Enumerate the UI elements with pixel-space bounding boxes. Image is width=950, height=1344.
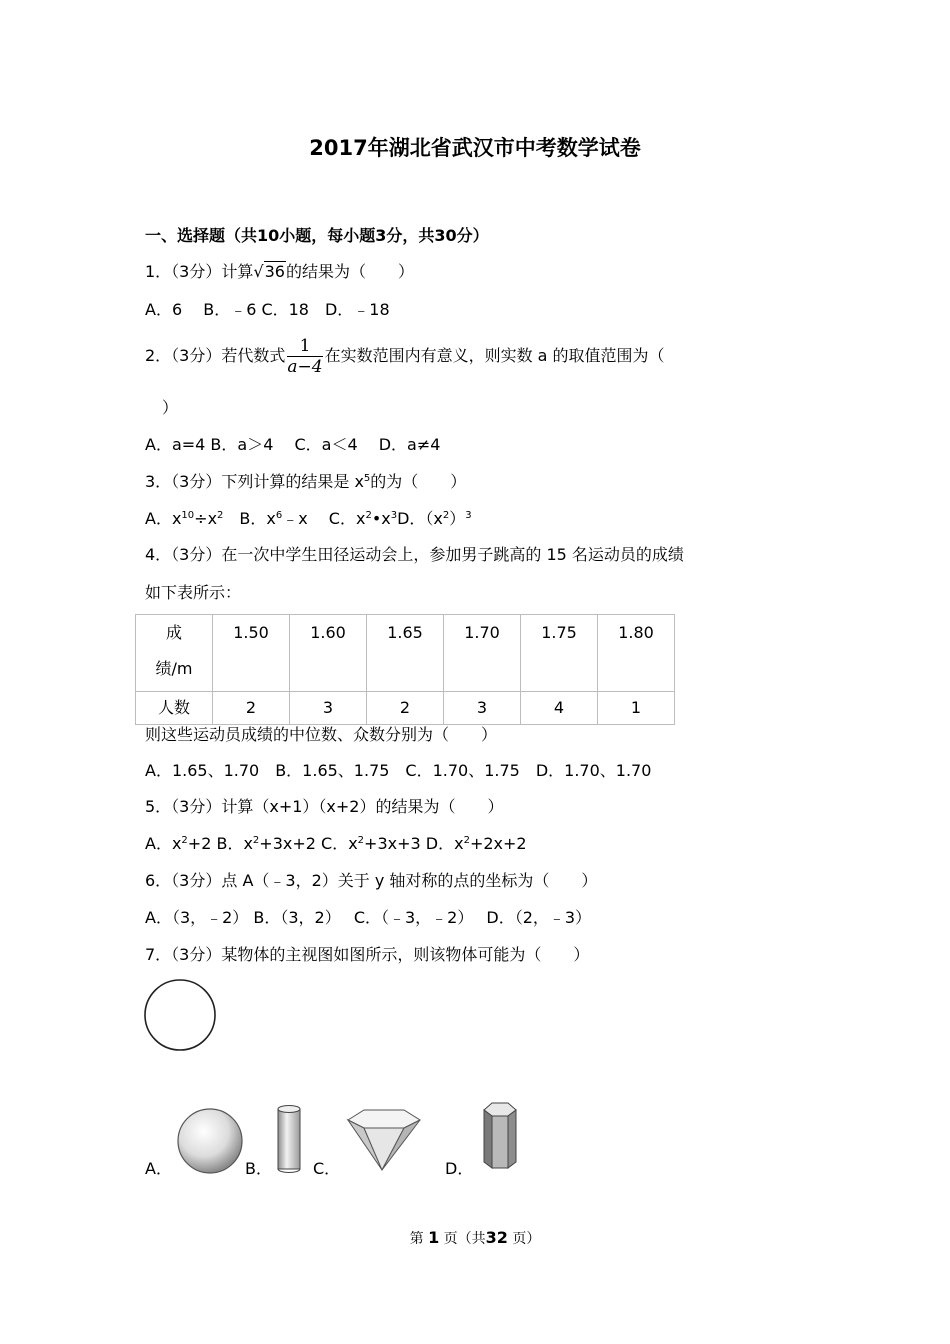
q5-options <box>145 833 527 855</box>
q3-opt-c-mid: •x <box>371 509 391 528</box>
q5-opt-d-end: +2x+2 <box>469 834 527 853</box>
front-view-circle-figure <box>140 978 220 1054</box>
question-5: 5．（3分）计算（x+1）（x+2）的结果为（ ） <box>145 797 504 816</box>
sup: 2 <box>217 510 224 521</box>
table-cell: 1.70 <box>444 615 521 692</box>
q2-prefix: 2．（3分）若代数式 <box>145 346 286 365</box>
table-cell: 4 <box>521 692 598 725</box>
table-cell: 3 <box>290 692 367 725</box>
table-header-cell: 人数 <box>136 692 213 725</box>
q3-opt-a-mid: ÷x <box>194 509 218 528</box>
question-6: 6．（3分）点 A（﹣3，2）关于 y 轴对称的点的坐标为（ ） <box>145 871 598 890</box>
q3-prefix: 3．（3分）下列计算的结果是 x <box>145 472 364 491</box>
q3-sup: 5 <box>363 473 371 484</box>
question-1 <box>145 261 414 283</box>
q1-prefix: 1．（3分）计算 <box>145 262 254 281</box>
question-4-line-1: 4．（3分）在一次中学生田径运动会上，参加男子跳高的 15 名运动员的成绩 <box>145 545 684 564</box>
sup: 2 <box>357 835 365 846</box>
q7-option-a-label: A． <box>145 1159 172 1178</box>
q6-options: A．（3，﹣2） B．（3，2） C．（﹣3，﹣2） D．（2，﹣3） <box>145 908 592 927</box>
sup: 2 <box>252 835 260 846</box>
table-row <box>136 692 675 725</box>
q7-option-d-label: D． <box>445 1159 474 1178</box>
q3-opt-d-end: ） <box>449 509 466 528</box>
sup: 2 <box>365 510 372 521</box>
total-pages: 32 <box>485 1228 508 1247</box>
q5-opt-b-end: +3x+2 C．x <box>259 834 358 853</box>
q7-option-c-label: C． <box>313 1159 341 1178</box>
q3-suffix: 的为（ ） <box>370 472 467 491</box>
q3-opt-b: B．x <box>223 509 276 528</box>
q5-opt-c-end: +3x+3 D．x <box>364 834 464 853</box>
table-cell: 1.60 <box>290 615 367 692</box>
footer-pre: 第 <box>409 1231 424 1247</box>
table-cell: 1.75 <box>521 615 598 692</box>
sup: 3 <box>390 510 398 521</box>
header-line-1: 成 <box>165 623 182 642</box>
scores-table <box>135 614 675 725</box>
sup: 3 <box>465 510 472 521</box>
fraction-numerator: 1 <box>287 336 322 357</box>
table-row <box>136 615 675 692</box>
q3-opt-d: D．（x <box>397 509 443 528</box>
sup: 2 <box>442 510 450 521</box>
footer-post: 页） <box>512 1231 541 1247</box>
question-4-line-2: 如下表所示： <box>145 583 242 602</box>
table-cell: 3 <box>444 692 521 725</box>
sup: 2 <box>463 835 470 846</box>
sup: 6 <box>275 510 283 521</box>
page-footer <box>0 1228 950 1248</box>
q5-opt-a: A．x <box>145 834 182 853</box>
page-number: 1 <box>428 1228 440 1247</box>
q1-options: A．6 B．﹣6 C．18 D．﹣18 <box>145 300 390 319</box>
fraction <box>287 336 322 377</box>
q3-opt-b-mid: ﹣x C．x <box>282 509 366 528</box>
hexagonal-prism-icon <box>478 1098 524 1174</box>
sup: 2 <box>181 835 188 846</box>
table-cell: 1.65 <box>367 615 444 692</box>
sqrt-symbol: √36 <box>253 262 285 281</box>
table-cell: 2 <box>367 692 444 725</box>
q3-options <box>145 508 472 530</box>
question-2 <box>145 336 665 377</box>
page-title: 2017年湖北省武汉市中考数学试卷 <box>309 136 641 160</box>
section-heading: 一、选择题（共10小题，每小题3分，共30分） <box>145 226 489 245</box>
sphere-icon <box>174 1105 246 1177</box>
inverted-pyramid-icon <box>340 1104 428 1176</box>
q7-option-b-label: B． <box>245 1159 272 1178</box>
header-line-2: 绩/m <box>155 659 193 678</box>
cylinder-icon <box>274 1103 304 1175</box>
q1-suffix: 的结果为（ ） <box>285 262 414 281</box>
q2-options: A．a=4 B．a＞4 C．a＜4 D．a≠4 <box>145 435 441 454</box>
sup: 10 <box>181 510 195 521</box>
question-3 <box>145 471 466 493</box>
q4-options: A．1.65、1.70 B．1.65、1.75 C．1.70、1.75 D．1.70、1.70 <box>145 761 652 780</box>
q1-radicand: 36 <box>264 262 285 281</box>
q2-suffix: 在实数范围内有意义，则实数 a 的取值范围为（ <box>324 346 665 365</box>
q5-opt-a-end: +2 B．x <box>187 834 253 853</box>
table-cell: 1.80 <box>598 615 675 692</box>
question-7: 7．（3分）某物体的主视图如图所示，则该物体可能为（ ） <box>145 945 590 964</box>
table-cell: 2 <box>213 692 290 725</box>
question-4-line-3: 则这些运动员成绩的中位数、众数分别为（ ） <box>145 725 498 744</box>
table-cell: 1 <box>598 692 675 725</box>
table-cell: 1.50 <box>213 615 290 692</box>
q2-continuation: ） <box>162 398 179 417</box>
table-header-cell <box>136 615 213 692</box>
q3-opt-a: A．x <box>145 509 182 528</box>
footer-mid: 页（共 <box>443 1231 486 1247</box>
fraction-denominator: a−4 <box>287 357 323 377</box>
